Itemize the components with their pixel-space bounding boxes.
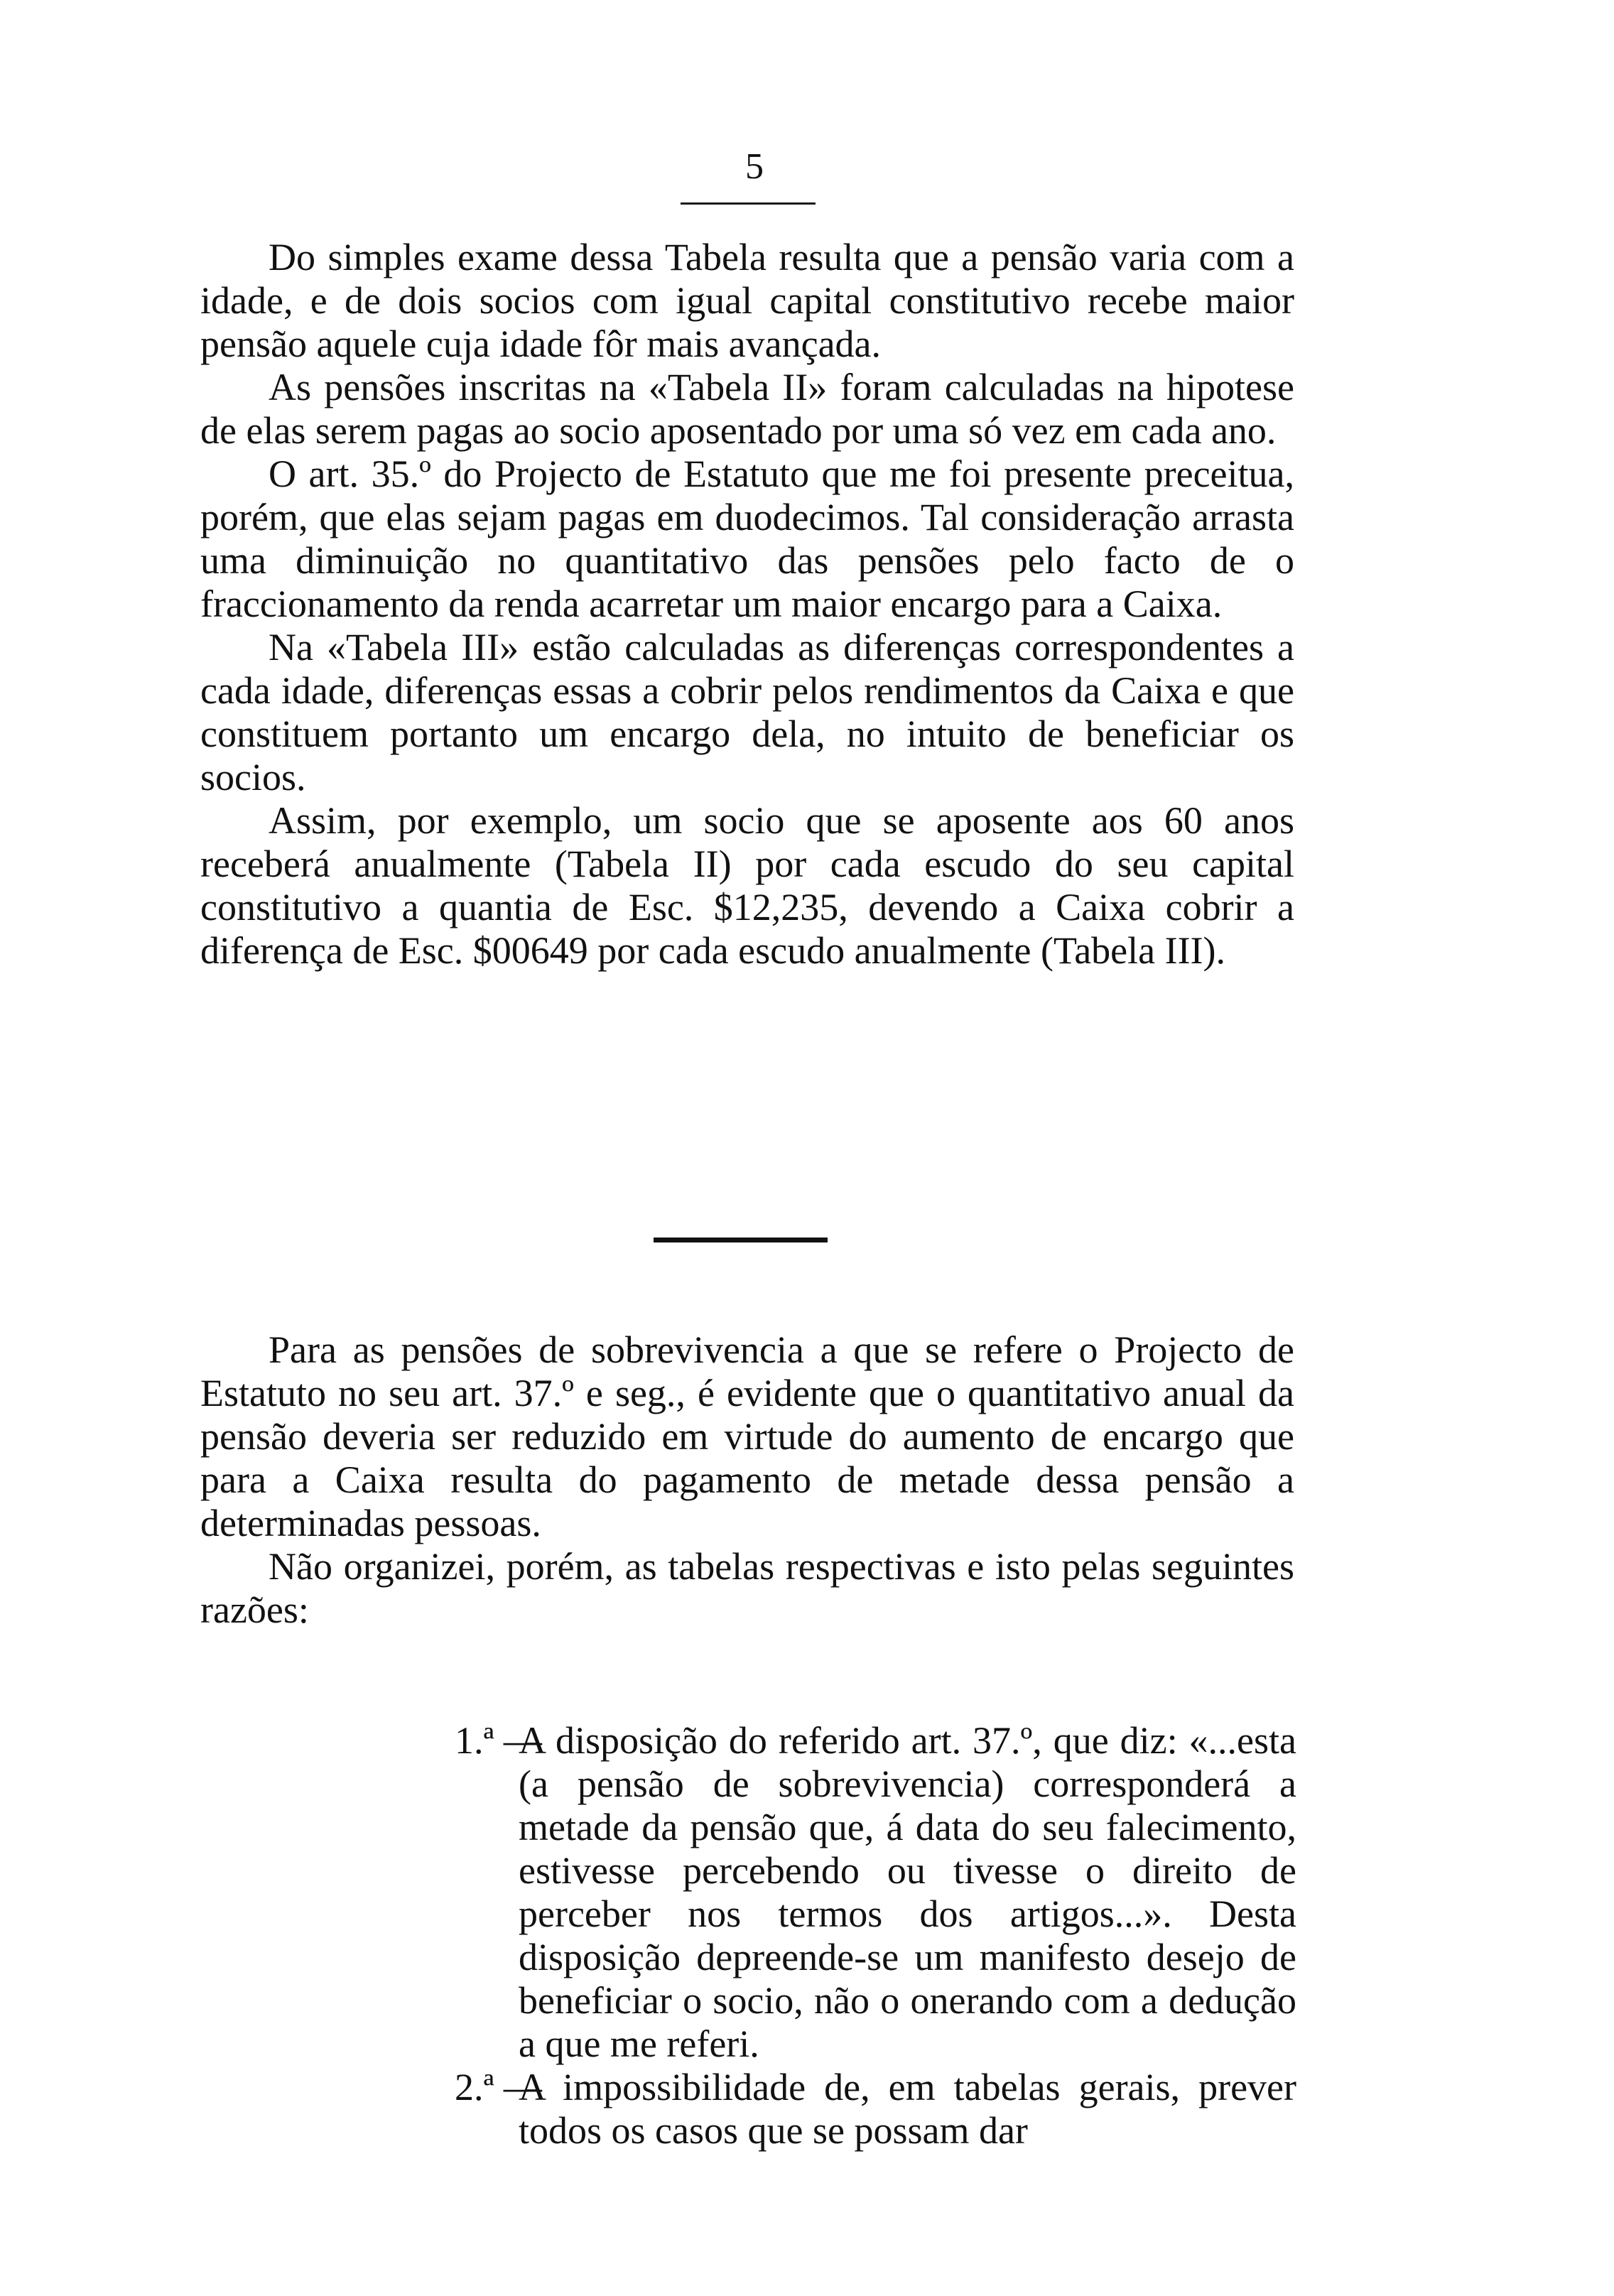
list-marker: 1.ª — (455, 1719, 542, 1762)
section-divider (654, 1238, 828, 1242)
section-two (200, 1328, 1294, 1632)
list-item-text: A disposição do referido art. 37.º, que diz: «...esta (a pensão de sobrevivencia) corresponderá a metade da pensão que, á data do seu falecimento, estivesse percebendo ou tivesse o direito de perceber nos termos dos artigos...». Desta disposição depreende-se um manifesto desejo de beneficiar o socio, não o onerando com a dedução a que me referi. (519, 1719, 1296, 2065)
paragraph: As pensões inscritas na «Tabela II» foram calculadas na hipotese de elas serem pagas ao socio aposentado por uma só vez em cada ano. (200, 366, 1294, 452)
section-one (200, 236, 1294, 973)
paragraph: Assim, por exemplo, um socio que se aposente aos 60 anos receberá anualmente (Tabela II) por cada escudo do seu capital constitutivo a quantia de Esc. $12,235, devendo a Caixa cobrir a diferença de Esc. $00649 por cada escudo anualmente (Tabela III). (200, 799, 1294, 972)
page-number-rule (681, 202, 816, 205)
paragraph: Para as pensões de sobrevivencia a que se refere o Projecto de Estatuto no seu art. 37.º e seg., é evidente que o quantitativo anual da pensão deveria ser reduzido em virtude do aumento de encargo que para a Caixa resulta do pagamento de metade dessa pensão a determinadas pessoas. (200, 1328, 1294, 1544)
list-item (455, 1719, 1296, 2066)
paragraph: O art. 35.º do Projecto de Estatuto que me foi presente preceitua, porém, que elas sejam pagas em duodecimos. Tal consideração arrasta uma diminuição no quantitativo das pensões pelo facto de o fraccionamento da renda acarretar um maior encargo para a Caixa. (200, 453, 1294, 625)
list-item (455, 2066, 1296, 2152)
page-number: 5 (745, 146, 764, 187)
list-marker: 2.ª — (455, 2066, 542, 2108)
reasons-list (455, 1719, 1296, 2152)
list-item-text: A impossibilidade de, em tabelas gerais, prever todos os casos que se possam dar (519, 2066, 1296, 2152)
paragraph: Do simples exame dessa Tabela resulta que a pensão varia com a idade, e de dois socios com igual capital constitutivo recebe maior pensão aquele cuja idade fôr mais avançada. (200, 236, 1294, 365)
paragraph: Não organizei, porém, as tabelas respectivas e isto pelas seguintes razões: (200, 1545, 1294, 1631)
paragraph: Na «Tabela III» estão calculadas as diferenças correspondentes a cada idade, diferenças essas a cobrir pelos rendimentos da Caixa e que constituem portanto um encargo dela, no intuito de beneficiar os socios. (200, 626, 1294, 798)
